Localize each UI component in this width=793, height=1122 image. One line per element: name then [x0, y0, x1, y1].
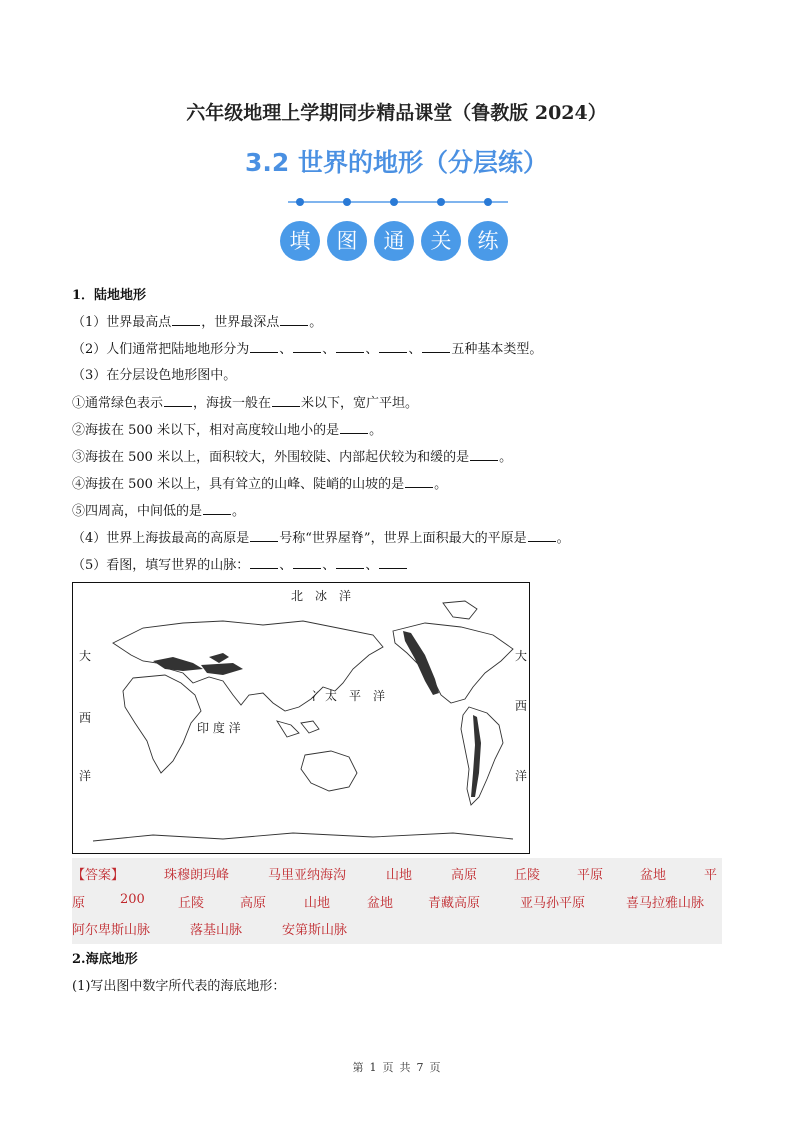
- answer-blank[interactable]: [280, 314, 308, 326]
- q1-line-7: [72, 473, 447, 492]
- answer-label: 【答案】: [72, 868, 125, 883]
- answer-blank[interactable]: [172, 314, 200, 326]
- world-map-outline: [73, 583, 529, 853]
- answer-blank[interactable]: [528, 530, 556, 542]
- answer-item: 平原: [577, 868, 604, 883]
- answer-item: 丘陵: [514, 868, 541, 883]
- answer-blank[interactable]: [272, 395, 300, 407]
- question-2-title: 2.海底地形: [72, 952, 138, 967]
- answer-blank[interactable]: [203, 503, 231, 515]
- label-atlantic-left-3: 洋: [79, 769, 92, 783]
- text: 、: [365, 558, 379, 573]
- answer-blank[interactable]: [250, 530, 278, 542]
- banner-char: 关: [421, 221, 461, 261]
- text: 。: [499, 450, 513, 465]
- page-title: 3.2 世界的地形（分层练）: [245, 148, 548, 177]
- text: （4）世界上海拔最高的高原是: [72, 531, 250, 546]
- answer-blank[interactable]: [293, 557, 321, 569]
- banner-dot: [437, 198, 445, 206]
- question-1-title: 1．陆地地形: [72, 288, 147, 303]
- banner-char: 练: [468, 221, 508, 261]
- text: （1）世界最高点: [72, 315, 172, 330]
- text: 、: [322, 558, 336, 573]
- banner-dot: [343, 198, 351, 206]
- answer-blank[interactable]: [405, 476, 433, 488]
- q1-line-5: [72, 419, 382, 438]
- label-pacific: 太 平 洋: [325, 689, 386, 703]
- banner-char: 通: [374, 221, 414, 261]
- q1-line-10: [72, 554, 408, 573]
- q1-line-3: （3）在分层设色地形图中。: [72, 368, 237, 383]
- q1-line-6: [72, 446, 512, 465]
- world-mountain-map: [72, 582, 530, 854]
- text: 号称“世界屋脊”，世界上面积最大的平原是: [279, 531, 527, 546]
- q1-line-9: [72, 527, 570, 546]
- page-number: 1: [369, 1061, 377, 1074]
- label-atlantic-right-1: 大: [515, 649, 528, 663]
- answer-item: 平: [704, 868, 718, 883]
- answer-item: 原: [72, 896, 86, 911]
- footer-text: 页: [429, 1061, 441, 1074]
- answer-blank[interactable]: [422, 341, 450, 353]
- text: （2）人们通常把陆地地形分为: [72, 342, 250, 357]
- answer-item: 落基山脉: [190, 923, 243, 938]
- answer-item: 山地: [304, 896, 331, 911]
- q1-line-8: [72, 500, 245, 519]
- q1-line-1: [72, 311, 322, 330]
- answer-blank[interactable]: [336, 341, 364, 353]
- answer-item: 高原: [240, 896, 267, 911]
- text: 米以下，宽广平坦。: [301, 396, 419, 411]
- footer-text: 第: [352, 1061, 364, 1074]
- answer-item: 丘陵: [178, 896, 205, 911]
- text: ④海拔在 500 米以上，具有耸立的山峰、陡峭的山坡的是: [72, 477, 405, 492]
- page-total: 7: [416, 1061, 424, 1074]
- text: 。: [434, 477, 448, 492]
- footer-text: 共: [399, 1061, 411, 1074]
- banner-line: [288, 201, 508, 203]
- banner-char: 填: [280, 221, 320, 261]
- text: 五种基本类型。: [451, 342, 543, 357]
- answer-blank[interactable]: [470, 449, 498, 461]
- answer-item: 山地: [386, 868, 413, 883]
- text: 、: [408, 342, 422, 357]
- answer-blank[interactable]: [379, 341, 407, 353]
- banner-dot: [390, 198, 398, 206]
- document-header: 六年级地理上学期同步精品课堂（鲁教版 2024）: [186, 102, 607, 124]
- answer-box: [72, 858, 722, 944]
- answer-item: 盆地: [640, 868, 667, 883]
- banner-dot: [296, 198, 304, 206]
- answer-item: 200: [120, 892, 145, 907]
- answer-blank[interactable]: [250, 341, 278, 353]
- text: ⑤四周高，中间低的是: [72, 504, 203, 519]
- q1-line-2: [72, 338, 542, 357]
- text: ③海拔在 500 米以上，面积较大，外围较陡、内部起伏较为和缓的是: [72, 450, 470, 465]
- page-footer: [0, 1059, 793, 1075]
- text: ①通常绿色表示: [72, 396, 164, 411]
- label-atlantic-left-1: 大: [79, 649, 92, 663]
- footer-text: 页: [382, 1061, 394, 1074]
- answer-blank[interactable]: [379, 557, 407, 569]
- answer-blank[interactable]: [250, 557, 278, 569]
- banner-dot: [484, 198, 492, 206]
- text: 、: [365, 342, 379, 357]
- text: 、: [322, 342, 336, 357]
- text: ，世界最深点: [201, 315, 280, 330]
- text: ②海拔在 500 米以下，相对高度较山地小的是: [72, 423, 340, 438]
- text: 、: [279, 558, 293, 573]
- answer-item: 马里亚纳海沟: [268, 868, 347, 883]
- q1-line-4: [72, 392, 418, 411]
- text: 。: [369, 423, 383, 438]
- label-atlantic-right-3: 洋: [515, 769, 528, 783]
- label-arctic: 北 冰 洋: [291, 589, 352, 603]
- text: 。: [556, 531, 570, 546]
- answer-blank[interactable]: [293, 341, 321, 353]
- banner-char: 图: [327, 221, 367, 261]
- answer-item: 珠穆朗玛峰: [164, 868, 230, 883]
- label-indian: 印 度 洋: [197, 721, 241, 735]
- section-banner: [278, 198, 518, 268]
- text: （5）看图，填写世界的山脉：: [72, 558, 250, 573]
- answer-item: 亚马孙平原: [520, 896, 586, 911]
- label-pacific-mark: 冫: [311, 689, 324, 703]
- answer-item: 阿尔卑斯山脉: [72, 923, 151, 938]
- answer-blank[interactable]: [336, 557, 364, 569]
- answer-item: 安第斯山脉: [282, 923, 348, 938]
- text: 、: [279, 342, 293, 357]
- label-atlantic-right-2: 西: [515, 699, 528, 713]
- answer-blank[interactable]: [340, 422, 368, 434]
- answer-item: 喜马拉雅山脉: [626, 896, 705, 911]
- text: 。: [309, 315, 323, 330]
- answer-item: 盆地: [367, 896, 394, 911]
- answer-blank[interactable]: [164, 395, 192, 407]
- label-atlantic-left-2: 西: [79, 711, 92, 725]
- text: 。: [232, 504, 246, 519]
- text: ，海拔一般在: [193, 396, 272, 411]
- answer-item: 青藏高原: [428, 896, 481, 911]
- q2-line-1: (1)写出图中数字所代表的海底地形：: [72, 979, 286, 994]
- answer-item: 高原: [451, 868, 478, 883]
